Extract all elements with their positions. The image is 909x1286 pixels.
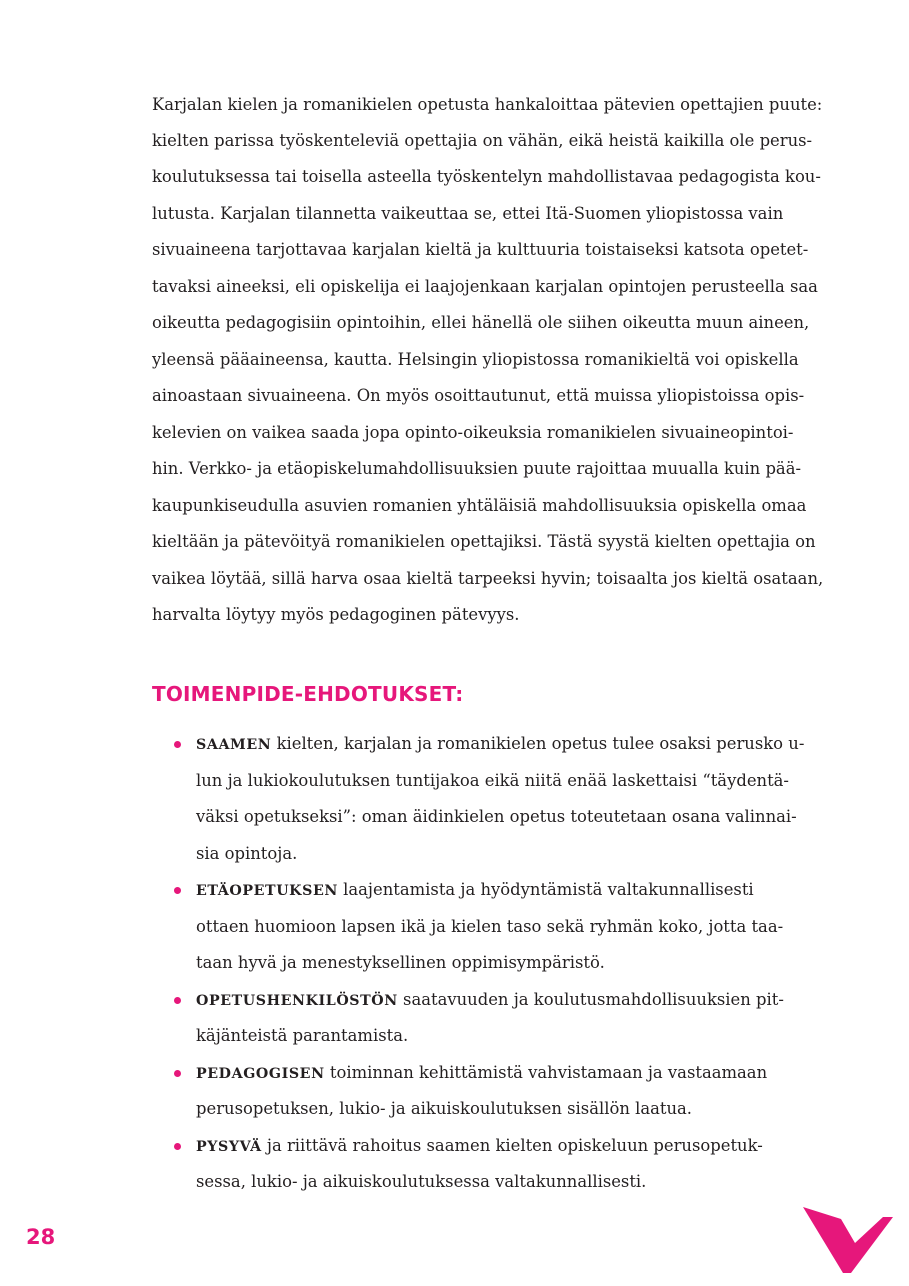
list-item-line — [196, 880, 754, 901]
list-item-keyword: SAAMEN — [196, 737, 272, 753]
v-logo-icon — [803, 1207, 893, 1273]
bullet-dot-icon — [174, 887, 181, 894]
bullet-dot-icon — [174, 997, 181, 1004]
list-item-line: lun ja lukiokoulutuksen tuntijakoa eikä niitä enää laskettaisi “täydentä- — [196, 771, 789, 790]
list-item-line: taan hyvä ja menestyksellinen oppimisympäristö. — [196, 953, 605, 972]
list-item-line: perusopetuksen, lukio- ja aikuiskoulutuksen sisällön laatua. — [196, 1099, 693, 1118]
list-item-keyword: OPETUSHENKILÖSTÖN — [196, 993, 398, 1009]
list-item-line — [196, 1063, 767, 1084]
section-heading: TOIMENPIDE-EHDOTUKSET: — [152, 682, 464, 706]
paragraph-line: lutusta. Karjalan tilannetta vaikeuttaa se, ettei Itä-Suomen yliopistossa vain — [152, 204, 784, 223]
paragraph-line: kaupunkiseudulla asuvien romanien yhtäläisiä mahdollisuuksia opiskella omaa — [152, 496, 807, 515]
paragraph-line: yleensä pääaineensa, kautta. Helsingin yliopistossa romanikieltä voi opiskella — [152, 350, 799, 369]
paragraph-line: harvalta löytyy myös pedagoginen pätevyys. — [152, 605, 520, 624]
paragraph-line: tavaksi aineeksi, eli opiskelija ei laajojenkaan karjalan opintojen perusteella saa — [152, 277, 818, 296]
list-item-keyword: ETÄOPETUKSEN — [196, 883, 338, 899]
paragraph-line: kelevien on vaikea saada jopa opinto-oikeuksia romanikielen sivuaineopintoi- — [152, 423, 794, 442]
paragraph-line: ainoastaan sivuaineena. On myös osoittautunut, että muissa yliopistoissa opis- — [152, 386, 805, 405]
list-item-keyword: PEDAGOGISEN — [196, 1066, 325, 1082]
paragraph-line: sivuaineena tarjottavaa karjalan kieltä ja kulttuuria toistaiseksi katsota opetet- — [152, 240, 809, 259]
list-item-line: sia opintoja. — [196, 844, 298, 863]
list-item-line — [196, 734, 804, 755]
list-item-text: ja riittävä rahoitus saamen kielten opiskeluun perusopetuk- — [261, 1136, 763, 1155]
paragraph-line: kieltään ja pätevöityä romanikielen opettajiksi. Tästä syystä kielten opettajia on — [152, 532, 816, 551]
list-item-line: väksi opetukseksi”: oman äidinkielen opetus toteutetaan osana valinnai- — [196, 807, 797, 826]
list-item-line: käjänteistä parantamista. — [196, 1026, 409, 1045]
paragraph-line: vaikea löytää, sillä harva osaa kieltä tarpeeksi hyvin; toisaalta jos kieltä osataan, — [152, 569, 824, 588]
paragraph-line: hin. Verkko- ja etäopiskelumahdollisuuksien puute rajoittaa muualla kuin pää- — [152, 459, 802, 478]
list-item-text: saatavuuden ja koulutusmahdollisuuksien pit- — [397, 990, 784, 1009]
bullet-dot-icon — [174, 741, 181, 748]
list-item-text: laajentamista ja hyödyntämistä valtakunnallisesti — [337, 880, 754, 899]
list-item-text: toiminnan kehittämistä vahvistamaan ja vastaamaan — [324, 1063, 768, 1082]
bullet-dot-icon — [174, 1070, 181, 1077]
list-item-line: ottaen huomioon lapsen ikä ja kielen taso sekä ryhmän koko, jotta taa- — [196, 917, 784, 936]
page-number: 28 — [26, 1225, 56, 1249]
list-item-keyword: PYSYVÄ — [196, 1139, 262, 1155]
list-item-line — [196, 990, 784, 1011]
list-item-text: kielten, karjalan ja romanikielen opetus tulee osaksi perusko u- — [271, 734, 805, 753]
list-item-line — [196, 1136, 763, 1157]
paragraph-line: kielten parissa työskenteleviä opettajia on vähän, eikä heistä kaikilla ole perus- — [152, 131, 813, 150]
paragraph-line: oikeutta pedagogisiin opintoihin, ellei hänellä ole siihen oikeutta muun aineen, — [152, 313, 810, 332]
list-item-line: sessa, lukio- ja aikuiskoulutuksessa valtakunnallisesti. — [196, 1172, 647, 1191]
paragraph-line: Karjalan kielen ja romanikielen opetusta hankaloittaa pätevien opettajien puute: — [152, 95, 823, 114]
bullet-dot-icon — [174, 1143, 181, 1150]
paragraph-line: koulutuksessa tai toisella asteella työskentelyn mahdollistavaa pedagogista kou- — [152, 167, 821, 186]
